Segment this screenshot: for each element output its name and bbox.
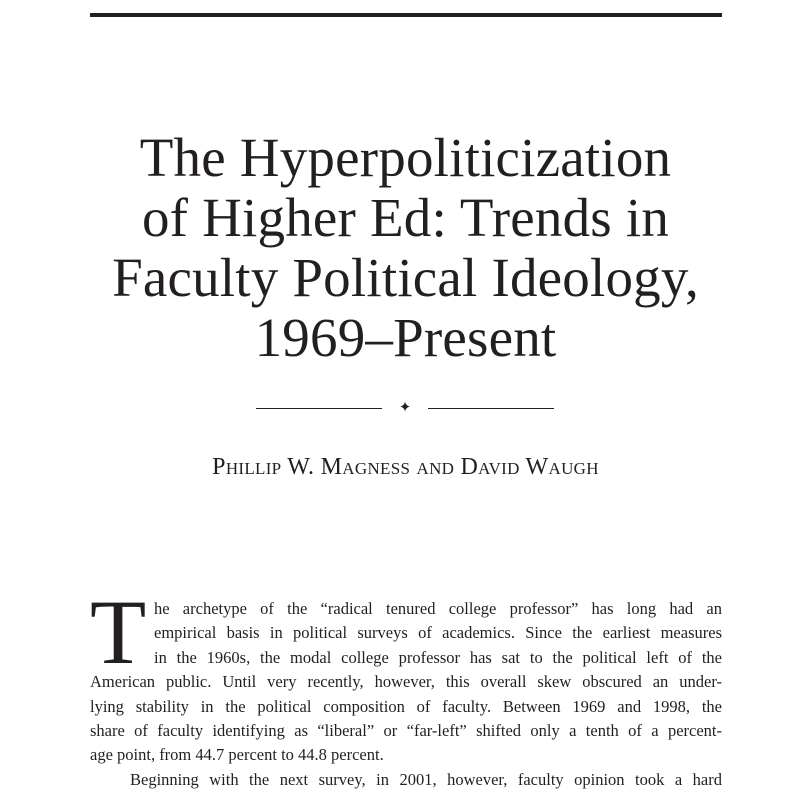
top-rule bbox=[90, 13, 722, 17]
body-line: Beginning with the next survey, in 2001, however, faculty opinion took a hard bbox=[130, 769, 722, 789]
article-title bbox=[60, 128, 751, 368]
body-line: empirical basis in political surveys of academics. Since the earliest measures bbox=[154, 623, 722, 643]
drop-cap: T bbox=[90, 581, 147, 683]
body-line: share of faculty identifying as “liberal” or “far-left” shifted only a tenth of a percent- bbox=[90, 721, 722, 741]
body-line: in the 1960s, the modal college professor has sat to the political left of the bbox=[154, 647, 722, 667]
title-line: of Higher Ed: Trends in bbox=[141, 187, 670, 248]
body-line: age point, from 44.7 percent to 44.8 percent. bbox=[90, 745, 384, 765]
article-body bbox=[90, 581, 722, 792]
body-line: he archetype of the “radical tenured college professor” has long had an bbox=[154, 599, 722, 618]
body-line: American public. Until very recently, however, this overall skew obscured an under- bbox=[90, 672, 722, 692]
ornament-rule-right bbox=[428, 408, 554, 409]
section-ornament bbox=[256, 398, 554, 418]
title-line: Faculty Political Ideology, bbox=[112, 247, 699, 308]
body-line: lying stability in the political composition of faculty. Between 1969 and 1998, the bbox=[90, 696, 722, 716]
title-line: The Hyperpoliticization bbox=[139, 127, 672, 188]
ornament-rule-left bbox=[256, 408, 382, 409]
diamond-ornament-icon: ✦ bbox=[398, 400, 412, 416]
author-byline: Phillip W. Magness and David Waugh bbox=[212, 454, 599, 480]
title-line: 1969–Present bbox=[254, 307, 557, 368]
